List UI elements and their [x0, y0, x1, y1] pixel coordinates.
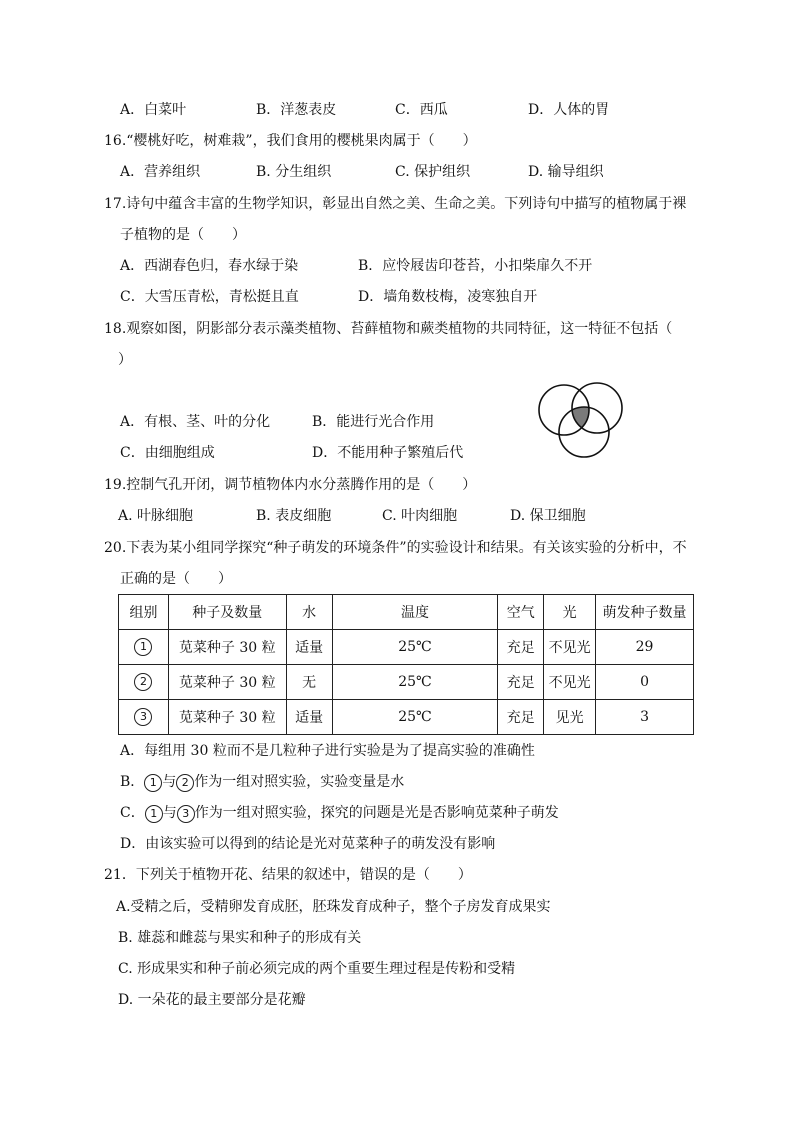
table-cell: 苋菜种子 30 粒 — [168, 665, 286, 700]
q15-option-d: D．人体的胃 — [528, 102, 610, 118]
q18-option-c: C．由细胞组成 — [120, 445, 215, 461]
q20-stem-line1: 20.下表为某小组同学探究“种子萌发的环境条件”的实验设计和结果。有关该实验的分析中，不 — [104, 540, 687, 556]
table-header-cell: 组别 — [119, 595, 169, 630]
q20-option-b — [120, 773, 404, 792]
circled-number: 1 — [144, 774, 162, 792]
q16-option-c: C. 保护组织 — [395, 164, 471, 180]
table-header-cell: 空气 — [498, 595, 544, 630]
option-letter: C． — [120, 805, 145, 821]
q18-option-b: B．能进行光合作用 — [312, 414, 435, 430]
q19-stem: 19.控制气孔开闭，调节植物体内水分蒸腾作用的是（ ） — [104, 477, 477, 493]
circled-number: 1 — [134, 638, 152, 656]
q17-option-b: B．应怜屐齿印苍苔，小扣柴扉久不开 — [358, 258, 593, 274]
q16-option-b: B. 分生组织 — [256, 164, 332, 180]
q20-stem-line2: 正确的是（ ） — [120, 571, 232, 587]
table-cell: 见光 — [544, 700, 596, 735]
table-cell-group — [119, 665, 169, 700]
table-cell: 适量 — [286, 700, 332, 735]
q17-option-d: D．墙角数枝梅，凌寒独自开 — [358, 289, 538, 305]
option-text: 与 — [162, 805, 177, 821]
circled-number: 1 — [145, 805, 163, 823]
q21-option-a: A.受精之后，受精卵发育成胚，胚珠发育成种子，整个子房发育成果实 — [116, 899, 551, 915]
q16-option-a: A．营养组织 — [120, 164, 201, 180]
table-header-cell: 萌发种子数量 — [596, 595, 694, 630]
table-cell: 无 — [286, 665, 332, 700]
table-header-row — [119, 595, 694, 630]
q20-option-d: D．由该实验可以得到的结论是光对苋菜种子的萌发没有影响 — [120, 836, 496, 852]
table-header-cell: 光 — [544, 595, 596, 630]
q15-option-b: B．洋葱表皮 — [256, 102, 337, 118]
table-cell: 充足 — [498, 700, 544, 735]
q15-option-c: C．西瓜 — [395, 102, 448, 118]
option-text: 作为一组对照实验，探究的问题是光是否影响苋菜种子萌发 — [194, 805, 559, 821]
q20-option-c — [120, 804, 559, 823]
table-cell: 充足 — [498, 665, 544, 700]
table-cell: 29 — [596, 630, 694, 665]
table-cell: 不见光 — [544, 665, 596, 700]
table-cell-group — [119, 700, 169, 735]
option-text: 作为一组对照实验，实验变量是水 — [194, 774, 405, 790]
q17-option-a: A．西湖春色归，春水绿于染 — [120, 258, 299, 274]
table-cell: 苋菜种子 30 粒 — [168, 630, 286, 665]
table-cell: 0 — [596, 665, 694, 700]
q19-option-c: C. 叶肉细胞 — [382, 508, 458, 524]
table-cell: 不见光 — [544, 630, 596, 665]
circled-number: 3 — [177, 805, 195, 823]
table-cell: 适量 — [286, 630, 332, 665]
circled-number: 2 — [134, 673, 152, 691]
table-cell: 25℃ — [332, 665, 498, 700]
table-header-cell: 温度 — [332, 595, 498, 630]
option-text: 与 — [162, 774, 177, 790]
option-letter: B． — [120, 774, 145, 790]
q17-stem-line1: 17.诗句中蕴含丰富的生物学知识，彰显出自然之美、生命之美。下列诗句中描写的植物属于裸 — [104, 196, 687, 212]
q19-option-d: D. 保卫细胞 — [510, 508, 586, 524]
table-cell: 3 — [596, 700, 694, 735]
table-row — [119, 630, 694, 665]
table-header-cell: 种子及数量 — [168, 595, 286, 630]
table-cell: 25℃ — [332, 700, 498, 735]
circled-number: 3 — [134, 708, 152, 726]
table-cell: 25℃ — [332, 630, 498, 665]
circled-number: 2 — [176, 774, 194, 792]
q19-option-a: A. 叶脉细胞 — [118, 508, 194, 524]
q19-option-b: B. 表皮细胞 — [256, 508, 332, 524]
venn-diagram — [536, 380, 626, 460]
q17-stem-line2: 子植物的是（ ） — [120, 227, 246, 243]
q18-stem-line1: 18.观察如图，阴影部分表示藻类植物、苔藓植物和蕨类植物的共同特征，这一特征不包括（ — [104, 321, 673, 337]
q21-option-b: B. 雄蕊和雌蕊与果实和种子的形成有关 — [118, 930, 362, 946]
q17-option-c: C．大雪压青松，青松挺且直 — [120, 289, 299, 305]
table-cell: 苋菜种子 30 粒 — [168, 700, 286, 735]
q21-stem: 21．下列关于植物开花、结果的叙述中，错误的是（ ） — [104, 867, 472, 883]
table-header-cell: 水 — [286, 595, 332, 630]
q20-option-a: A．每组用 30 粒而不是几粒种子进行实验是为了提高实验的准确性 — [120, 743, 535, 759]
q18-option-a: A．有根、茎、叶的分化 — [120, 414, 271, 430]
q18-option-d: D．不能用种子繁殖后代 — [312, 445, 464, 461]
q16-option-d: D. 输导组织 — [528, 164, 604, 180]
q16-stem: 16.“樱桃好吃，树难栽”，我们食用的樱桃果肉属于（ ） — [104, 133, 477, 149]
table-row — [119, 665, 694, 700]
table-row — [119, 700, 694, 735]
q21-option-d: D. 一朵花的最主要部分是花瓣 — [118, 992, 306, 1008]
q15-option-a: A．白菜叶 — [120, 102, 187, 118]
table-cell: 充足 — [498, 630, 544, 665]
q18-stem-line2: ） — [118, 352, 132, 368]
experiment-table — [118, 594, 694, 735]
q21-option-c: C. 形成果实和种子前必须完成的两个重要生理过程是传粉和受精 — [118, 961, 516, 977]
table-cell-group — [119, 630, 169, 665]
